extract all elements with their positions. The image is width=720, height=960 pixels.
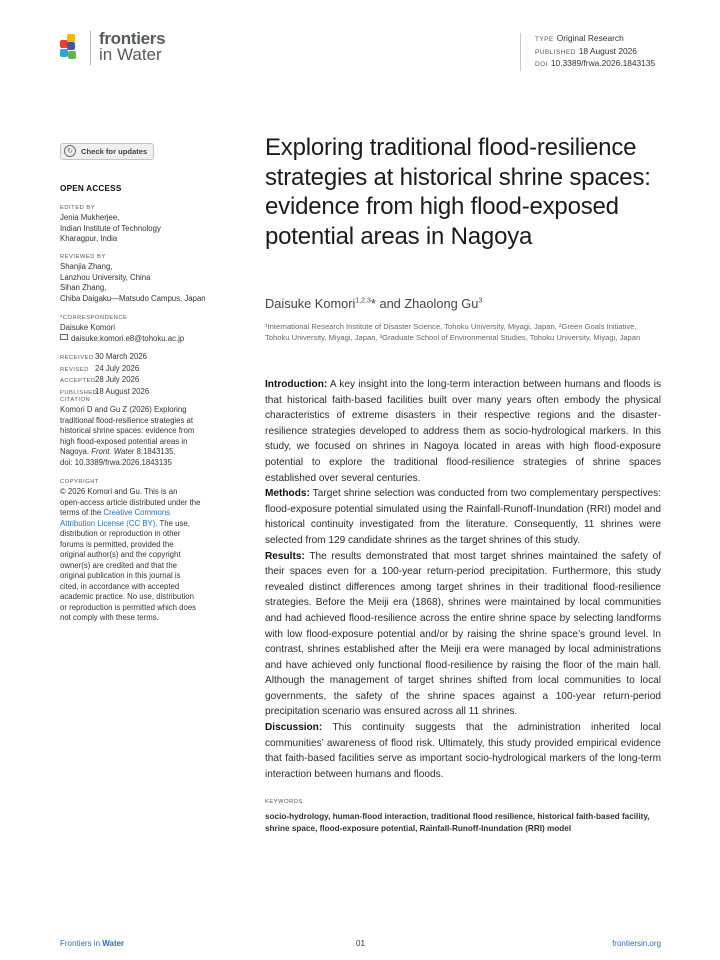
abstract-methods: Methods: Target shrine selection was conducted from two complementary perspectives: flood-exposure potential simulated using the Rainfall-Runoff-Inundation (RRI) model and historical continuity investigated from the literature. Consequently, 11 shrines were selected from 129 candidate shrines as the target shrines of this study. (265, 488, 661, 546)
logo-journal: in Water (99, 45, 162, 64)
meta-published: PUBLISHED 18 August 2026 (535, 45, 637, 56)
copyright-block: COPYRIGHT © 2026 Komori and Gu. This is an open-access article distributed under the terms of the Creative Commons Attribution License (CC BY). The use, distribution or reproduction in other forums is permitted, provided the original author(s) and the copyright owner(s) are credited and that the original publication in this journal is cited, in accordance with accepted academic practice. No use, distribution or reproduction is permitted which does not comply with these terms. (60, 479, 201, 622)
logo-brand: frontiers (99, 29, 166, 48)
edited-by-block: EDITED BY Jenia Mukherjee, Indian Institute of Technology Kharagpur, India (60, 205, 161, 243)
author-name[interactable]: Daisuke Komori (265, 296, 356, 311)
keywords-list: socio-hydrology, human-flood interaction, traditional flood resilience, historical faith-based facility, shrine space, flood-exposure potential, Rainfall-Runoff-Inundation (RRI) model (265, 812, 650, 833)
reviewed-by-block: REVIEWED BY Shanjia Zhang, Lanzhou University, China Sihan Zhang, Chiba Daigaku—Matsudo Campus, Japan (60, 254, 206, 303)
abstract-introduction: Introduction: A key insight into the long-term interaction between humans and floods is that historical faith-based facilities built over many years often embody the physical characteristics of extreme disasters in their respective regions and the disaster-resilience strategies developed to address them as socio-hydrological markers. In this study, we focused on shrines in Nagoya located in areas with high flood-exposure potential to explore the traditional flood-resilience strategies of shrine spaces established over several centuries. (265, 379, 661, 484)
keywords-heading: KEYWORDS (265, 799, 303, 805)
dates-block: RECEIVED30 March 2026 REVISED 24 July 2026 ACCEPTED28 July 2026 PUBLISHED18 August 2026 (60, 352, 150, 396)
meta-type: TYPE Original Research (535, 33, 624, 43)
article-meta (520, 33, 655, 71)
frontiers-logo-icon (60, 34, 82, 62)
abstract (265, 377, 661, 782)
logo-text (99, 31, 165, 63)
abstract-results: Results: The results demonstrated that most target shrines maintained the safety of their spaces even for a 100-year return-period precipitation. Furthermore, this study revealed distinct differences among target shrines in their traditional flood-resilience strategies. Before the Meiji era (1868), shrines were maintained by local communities and had achieved flood-resilience across the entire shrine space by selecting landforms with low flood-exposure potential and/or by raising the shrine space’s ground level. In contrast, shrines established after the Meiji era were managed by local administrations and have achieved only functional flood-resilience by raising the floor of the main hall. Although the management of target shrines shifted from local communities to local governments, the safety of the shrine spaces against a 100-year return-period precipitation scenario was ensured across all 11 shrines. (265, 550, 661, 718)
affiliations: ¹International Research Institute of Disaster Science, Tohoku University, Miyagi, Japan, ²Green Goals Initiative, Tohoku University, Miyagi, Japan, ³Graduate School of Environmental Studies, Tohoku University, Miyagi, Japan (265, 322, 641, 343)
email-link[interactable]: daisuke.komori.e8@tohoku.ac.jp (60, 334, 225, 345)
author-list: Daisuke Komori$^{1,2,3}$* and Zhaolong Gu$^3$ (265, 296, 483, 311)
mail-icon (60, 334, 68, 340)
article-title: Exploring traditional flood-resilience strategies at historical shrine spaces: evidence from high flood-exposed potential areas in Nagoya (265, 134, 651, 250)
check-for-updates-button[interactable] (60, 143, 154, 160)
journal-logo[interactable] (60, 31, 165, 65)
abstract-discussion: Discussion: This continuity suggests that the administration inherited local communities’ awareness of flood risk. Ultimately, this study provided empirical evidence that faith-based facilities serve as important socio-hydrological markers of the long-term interaction between humans and floods. (265, 722, 661, 780)
correspondence-block: *CORRESPONDENCE Daisuke Komori daisuke.komori.e8@tohoku.ac.jp (60, 314, 225, 344)
license-link[interactable]: Creative Commons (103, 508, 171, 517)
logo-divider (90, 31, 91, 65)
keywords-block (265, 799, 661, 835)
open-access-label: OPEN ACCESS (60, 184, 122, 193)
check-updates-label: Check for updates (81, 146, 148, 156)
footer-journal-link[interactable]: Frontiers in Water (60, 939, 125, 948)
meta-doi[interactable]: DOI 10.3389/frwa.2026.1843135 (535, 58, 656, 68)
citation-block: CITATION Komori D and Gu Z (2026) Exploring traditional flood-resilience strategies at historical shrine spaces: evidence from high flood-exposed potential areas in Nagoya. Front. Water 8:1843135. doi: 10.3389/frwa.2026.1843135 (60, 397, 195, 467)
sidebar (60, 140, 220, 622)
footer-site-link[interactable]: frontiersin.org (612, 939, 661, 948)
refresh-icon: ↻ (64, 145, 76, 157)
page-number: 01 (356, 939, 365, 948)
author-name[interactable]: Zhaolong Gu (404, 296, 479, 311)
license-link-2[interactable]: Attribution License (CC BY) (60, 518, 156, 528)
